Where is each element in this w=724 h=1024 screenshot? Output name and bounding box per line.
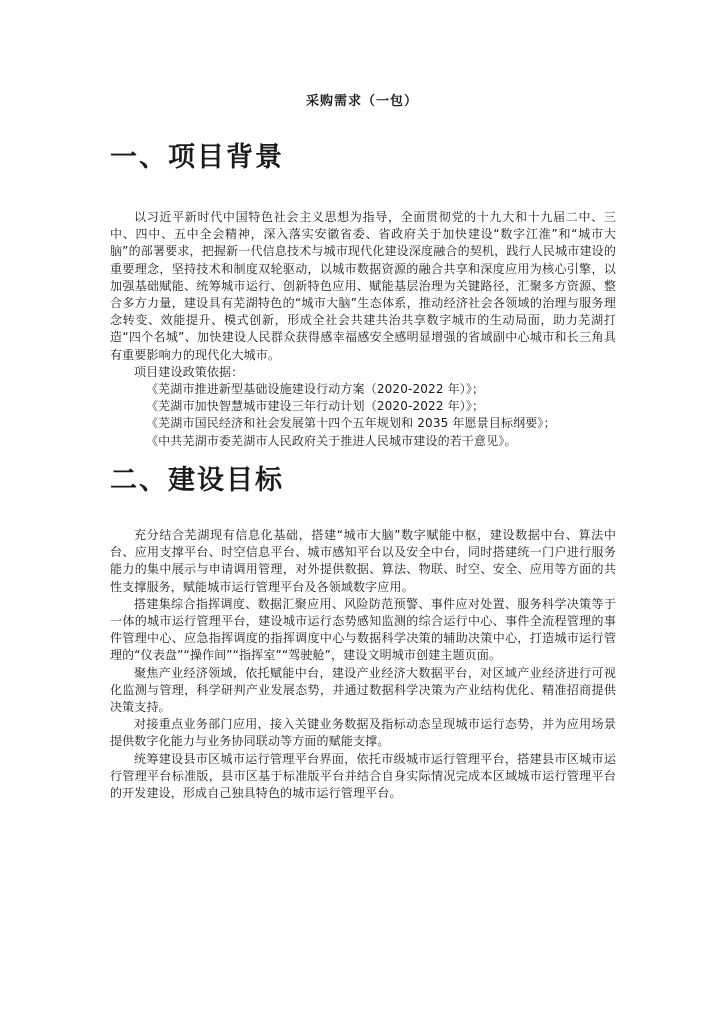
paragraph: 以习近平新时代中国特色社会主义思想为指导，全面贯彻党的十九大和十九届二中、三中、四中、五中全会精神，深入落实安徽省委、省政府关于加快建设“数字江淮”和“城市大脑”的部署要求，把握新一代信息技术与城市现代化建设深度融合的契机，践行人民城市建设的重要理念，坚持技术和制度双轮驱动，以城市数据资源的融合共享和深度应用为核心引擎，以加强基础赋能、统筹城市运行、创新特色应用、赋能基层治理为关键路径，汇聚多方资源、整合多方力量，建设具有芜湖特色的“城市大脑”生态体系，推动经济社会各领域的治理与服务理念转变、效能提升、模式创新，形成全社会共建共治共享数字城市的生动局面，助力芜湖打造“四个名城”、加快建设人民群众获得感幸福感安全感明显增强的省域副中心城市和长三角具有重要影响力的现代化大城市。 <box>110 210 616 362</box>
reference-item: 《芜湖市推进新型基础设施建设行动方案（2020-2022 年）》； <box>146 382 485 397</box>
reference-item: 《芜湖市加快智慧城市建设三年行动计划（2020-2022 年）》； <box>146 399 485 414</box>
document-title: 采购需求（一包） <box>305 94 418 109</box>
section-body-goals <box>110 527 616 802</box>
paragraph: 项目建设政策依据： <box>134 364 244 379</box>
section-body-background <box>110 209 616 450</box>
section-heading-background: 一、项目背景 <box>110 142 284 173</box>
paragraph: 充分结合芜湖现有信息化基础，搭建“城市大脑”数字赋能中枢，建设数据中台、算法中台、应用支撑平台、时空信息平台、城市感知平台以及安全中台，同时搭建统一门户进行服务能力的集中展示与申请调用管理，对外提供数据、算法、物联、时空、安全、应用等方面的共性支撑服务，赋能城市运行管理平台及各领域数字应用。 <box>110 528 616 594</box>
reference-item: 《芜湖市国民经济和社会发展第十四个五年规划和 2035 年愿景目标纲要》； <box>146 416 556 431</box>
reference-item: 《中共芜湖市委芜湖市人民政府关于推进人民城市建设的若干意见》。 <box>146 433 517 448</box>
paragraph: 对接重点业务部门应用，接入关键业务数据及指标动态呈现城市运行态势，并为应用场景提供数字化能力与业务协同联动等方面的赋能支撑。 <box>110 717 616 749</box>
paragraph: 统筹建设县市区城市运行管理平台界面，依托市级城市运行管理平台，搭建县市区城市运行管理平台标准版，县市区基于标准版平台并结合自身实际情况完成本区域城市运行管理平台的开发建设，形成自己独具特色的城市运行管理平台。 <box>110 751 616 801</box>
paragraph: 搭建集综合指挥调度、数据汇聚应用、风险防范预警、事件应对处置、服务科学决策等于一体的城市运行管理平台，建设城市运行态势感知监测的综合运行中心、事件全流程管理的事件管理中心、应急指挥调度的指挥调度中心与数据科学决策的辅助决策中心，打造城市运行管理的“仪表盘”“操作间”“指挥室”“驾驶舱”，建设文明城市创建主题页面。 <box>110 596 616 663</box>
section-heading-goals: 二、建设目标 <box>110 465 284 496</box>
paragraph: 聚焦产业经济领域，依托赋能中台，建设产业经济大数据平台，对区域产业经济进行可视化监测与管理，科学研判产业发展态势，并通过数据科学决策为产业结构优化、精准招商提供决策支持。 <box>110 665 616 715</box>
